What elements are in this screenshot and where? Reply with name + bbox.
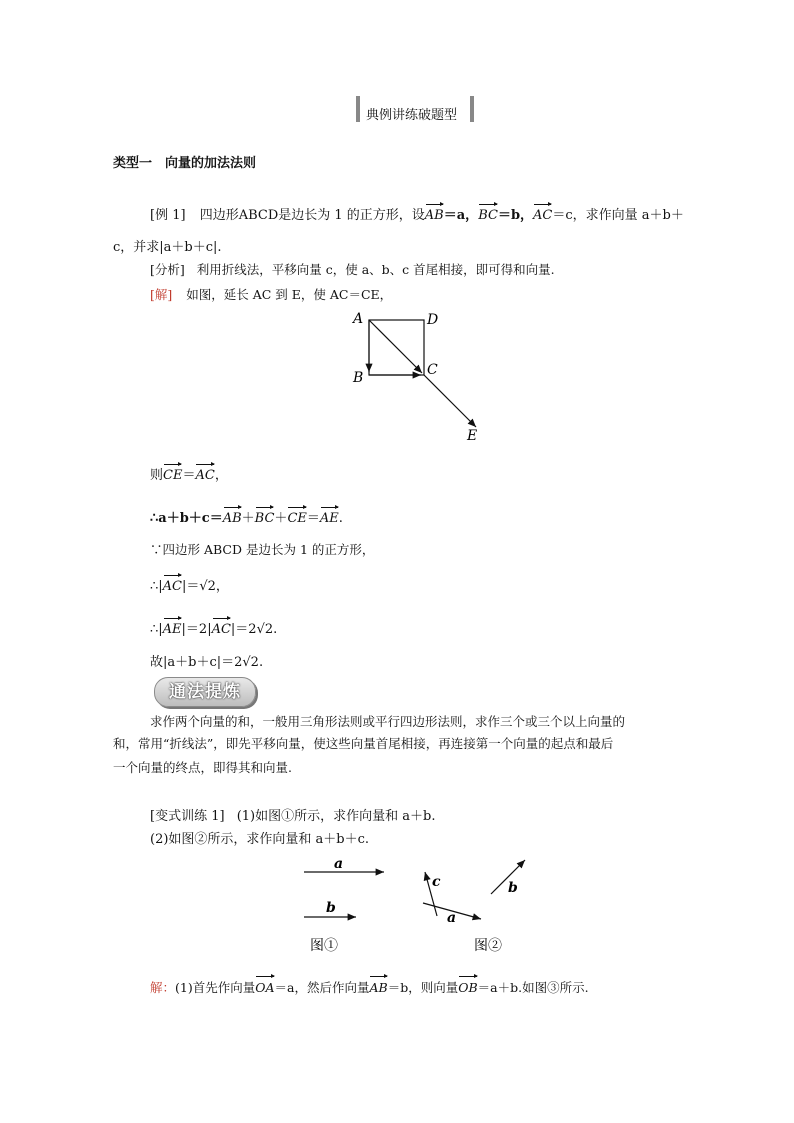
vector-AB: AB: [424, 208, 444, 223]
vector-CE: CE: [163, 468, 183, 483]
step-1: [150, 464, 228, 483]
solution-line: [150, 285, 392, 303]
vector-AB: AB: [222, 511, 242, 526]
label-b: b: [326, 900, 336, 916]
point-E: E: [467, 428, 478, 443]
step-3: ∵四边形 ABCD 是边长为 1 的正方形，: [150, 542, 375, 557]
vector-AE: AE: [162, 622, 182, 637]
step-4: [150, 575, 229, 594]
step-2-prefix: ∴a＋b＋c＝: [150, 511, 223, 526]
step-1-end: ，: [214, 468, 228, 483]
vector-arrow-CE: [424, 375, 476, 427]
vector-AC: AC: [195, 468, 215, 483]
analysis-text: 利用折线法，平移向量 c，使 a、b、c 首尾相接，即可得和向量.: [196, 262, 555, 277]
point-B: B: [353, 370, 364, 386]
vector-AC: AC: [162, 579, 182, 594]
step-6: 故|a＋b＋c|＝2√2.: [150, 655, 264, 670]
answer-part-1: (1)首先作向量: [175, 980, 256, 995]
step-5: [150, 618, 277, 637]
vector-OA: OA: [255, 980, 275, 995]
answer-tag: 解：: [150, 980, 176, 995]
vector-BC: BC: [254, 511, 275, 526]
example-tag: [例 1]: [150, 208, 186, 223]
vector-figures: [298, 850, 558, 960]
vector-AC: AC: [533, 208, 553, 223]
solution-text: 如图，延长 AC 到 E，使 AC＝CE，: [186, 287, 393, 302]
answer-part-2: ＝a，然后作向量: [274, 980, 370, 995]
step-5-mid: |＝2|: [181, 622, 212, 637]
vector-AC: AC: [211, 622, 231, 637]
eq-a: ＝a，: [443, 208, 479, 223]
vector-arrow-AC: [369, 320, 422, 373]
banner-right-bar: [470, 96, 474, 122]
point-A: A: [353, 311, 364, 327]
analysis-line: [150, 260, 555, 278]
step-5-prefix: ∴|: [150, 622, 163, 637]
exercise-q1: (1)如图①所示，求作向量和 a＋b.: [236, 809, 436, 824]
exercise-tag: [变式训练 1]: [150, 809, 225, 824]
exercise-line-1: [150, 805, 435, 824]
equals: ＝: [306, 511, 320, 526]
step-1-eq: ＝: [182, 468, 196, 483]
answer-line: [150, 978, 589, 996]
analysis-tag: [分析]: [150, 262, 185, 277]
point-D: D: [427, 312, 439, 328]
section-banner: 典例讲练破题型: [366, 108, 458, 123]
vector-OB: OB: [458, 980, 478, 995]
point-C: C: [427, 362, 438, 378]
square-figure: [348, 308, 508, 443]
plus: ＋: [241, 511, 255, 526]
step-4-end: |＝√2，: [182, 579, 229, 594]
vector-AB: AB: [369, 980, 388, 995]
step-4-prefix: ∴|: [150, 579, 163, 594]
example-line-2: c，并求|a＋b＋c|.: [113, 240, 222, 255]
step-2: [150, 507, 343, 526]
summary-line-3: 一个向量的终点，即得其和向量.: [113, 760, 292, 775]
answer-part-4: ＝a＋b.如图③所示.: [477, 980, 589, 995]
figure-label-2: 图②: [474, 938, 502, 954]
example-line-1: [150, 204, 684, 223]
period: .: [338, 511, 343, 526]
label-c: c: [432, 874, 441, 890]
summary-badge: 通法提炼: [154, 677, 256, 707]
figure-label-1: 图①: [310, 938, 338, 954]
summary-line-1: 求作两个向量的和，一般用三角形法则或平行四边形法则，求作三个或三个以上向量的: [150, 714, 626, 729]
vector-CE: CE: [287, 511, 307, 526]
eq-c: ＝c，求作向量 a＋b＋: [552, 208, 684, 223]
label-a2: a: [447, 910, 457, 926]
step-1-prefix: 则: [150, 468, 164, 483]
exercise-q2: (2)如图②所示，求作向量和 a＋b＋c.: [150, 832, 370, 847]
label-a: a: [334, 856, 344, 872]
banner-left-bar: [356, 96, 360, 122]
step-5-end: |＝2√2.: [230, 622, 278, 637]
plus: ＋: [274, 511, 288, 526]
vector-AE: AE: [319, 511, 339, 526]
vector-BC: BC: [478, 208, 498, 223]
summary-line-2: 和，常用“折线法”，即先平移向量，使这些向量首尾相接，再连接第一个向量的起点和最后: [113, 736, 614, 751]
solution-tag: [解]: [150, 287, 173, 302]
label-b2: b: [508, 880, 518, 896]
answer-part-3: ＝b，则向量: [387, 980, 459, 995]
type-heading: 类型一 向量的加法法则: [113, 156, 257, 171]
example-text: 四边形ABCD是边长为 1 的正方形，设: [199, 208, 425, 223]
eq-b: ＝b，: [497, 208, 534, 223]
